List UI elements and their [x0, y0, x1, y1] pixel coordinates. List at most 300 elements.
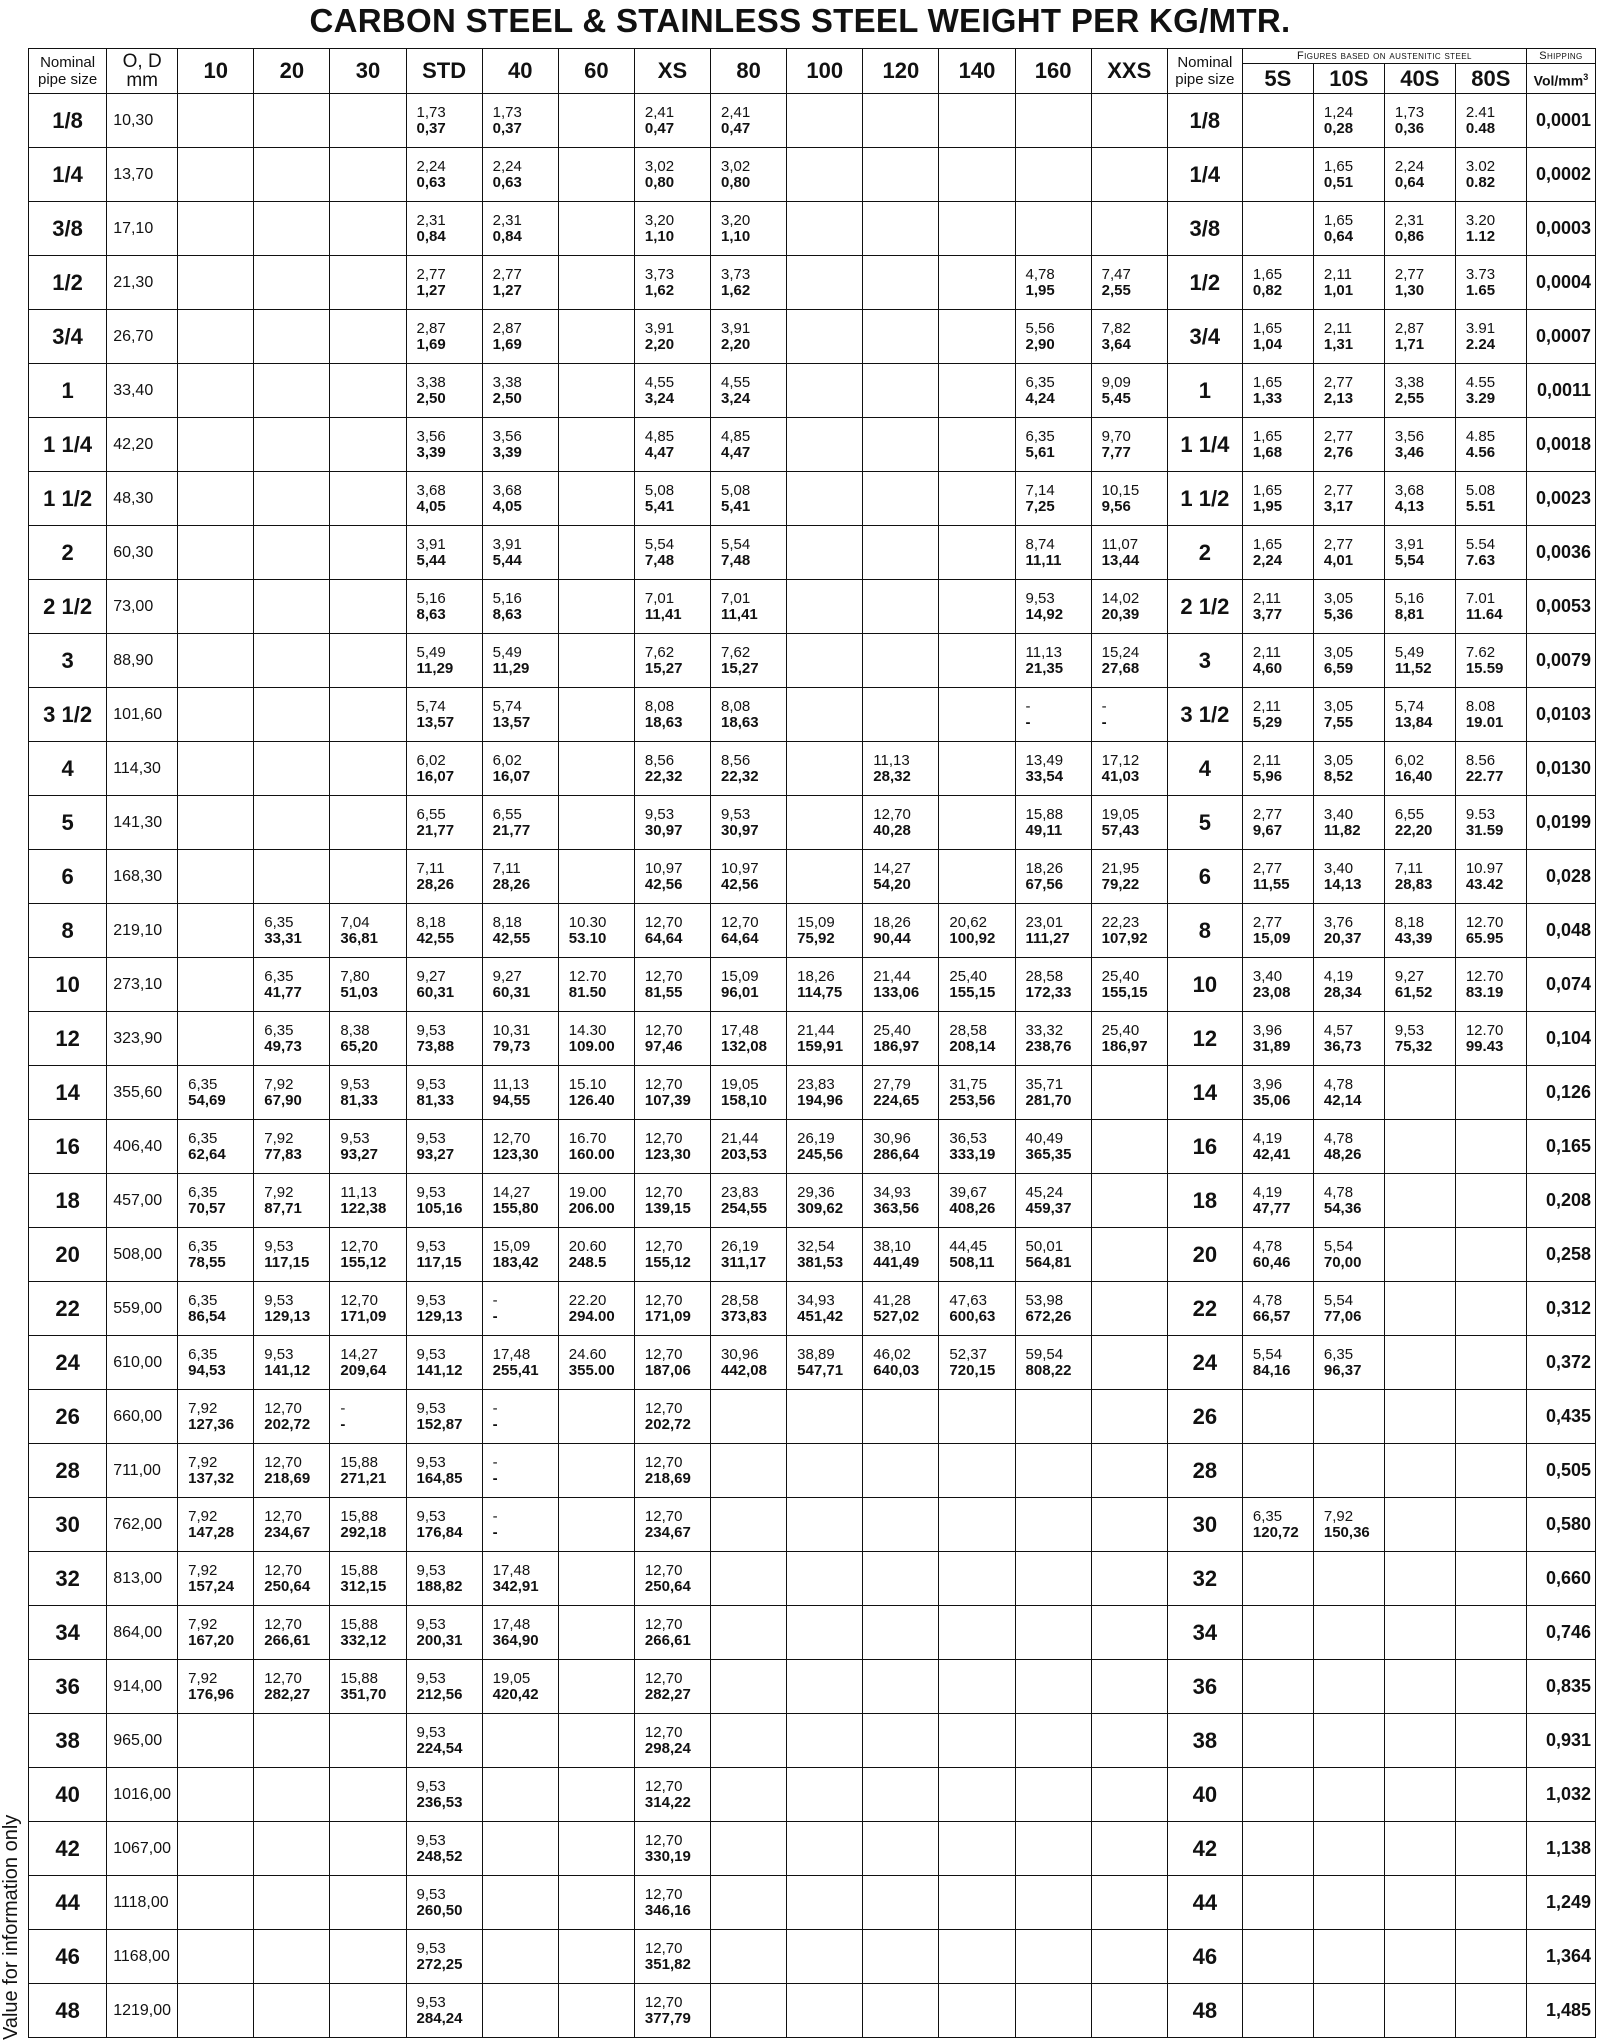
schedule-cell: [863, 1930, 939, 1984]
schedule-cell: [634, 1768, 710, 1822]
shipping-volume: 0,505: [1526, 1444, 1595, 1498]
table-row: [29, 1228, 1596, 1282]
schedule-cell: [1015, 1228, 1091, 1282]
schedule-cell: [482, 310, 558, 364]
stainless-cell: [1242, 1552, 1313, 1606]
wall-thickness: 9,70: [1101, 427, 1131, 445]
wall-thickness: 12,70: [264, 1399, 302, 1417]
weight-kg-per-m: 202,72: [264, 1415, 311, 1433]
schedule-cell: [787, 1174, 863, 1228]
schedule-cell: [406, 364, 482, 418]
wall-thickness: 4,57: [1323, 1021, 1354, 1039]
wall-thickness: 3,73: [644, 265, 675, 283]
schedule-cell: [330, 1660, 406, 1714]
wall-thickness: 9,53: [416, 1237, 446, 1255]
wall-thickness: 25,40: [873, 1021, 911, 1039]
wall-thickness: 23,83: [797, 1075, 835, 1093]
weight-kg-per-m: 16,40: [1394, 767, 1433, 785]
schedule-cell: [711, 1498, 787, 1552]
stainless-cell: [1313, 310, 1384, 364]
table-row: [29, 202, 1596, 256]
schedule-cell: [558, 472, 634, 526]
stainless-cell: [1242, 796, 1313, 850]
weight-kg-per-m: 2,76: [1323, 443, 1354, 461]
schedule-cell: [254, 1552, 330, 1606]
schedule-cell: [558, 634, 634, 688]
weight-kg-per-m: 107,39: [644, 1091, 691, 1109]
schedule-cell: [558, 688, 634, 742]
wall-thickness: 4.55: [1465, 373, 1496, 391]
nominal-size: 28: [29, 1444, 107, 1498]
weight-kg-per-m: 1,95: [1025, 281, 1055, 299]
wall-thickness: 4,78: [1025, 265, 1055, 283]
weight-kg-per-m: 93,27: [416, 1145, 455, 1163]
nominal-size-right: 14: [1167, 1066, 1242, 1120]
schedule-cell: [254, 364, 330, 418]
wall-thickness: 3,56: [1394, 427, 1425, 445]
wall-thickness: 7,11: [416, 859, 445, 877]
schedule-cell: [558, 418, 634, 472]
schedule-cell: [482, 634, 558, 688]
schedule-cell: [406, 526, 482, 580]
weight-kg-per-m: 1,10: [721, 227, 751, 245]
weight-kg-per-m: 123,30: [492, 1145, 539, 1163]
schedule-cell: [330, 1174, 406, 1228]
weight-kg-per-m: 255,41: [492, 1361, 539, 1379]
schedule-cell: [1015, 1012, 1091, 1066]
wall-thickness: 19,05: [1101, 805, 1140, 823]
stainless-cell: [1384, 1336, 1455, 1390]
schedule-cell: [178, 1768, 254, 1822]
stainless-cell: [1455, 742, 1526, 796]
nominal-size: 12: [29, 1012, 107, 1066]
stainless-cell: [1384, 850, 1455, 904]
shipping-volume: 0,126: [1526, 1066, 1595, 1120]
wall-thickness: 17,48: [721, 1021, 759, 1039]
schedule-cell: [406, 904, 482, 958]
weight-kg-per-m: 5,44: [416, 551, 446, 569]
weight-kg-per-m: 158,10: [721, 1091, 767, 1109]
nominal-size: 16: [29, 1120, 107, 1174]
weight-kg-per-m: 282,27: [264, 1685, 311, 1703]
weight-kg-per-m: 20,37: [1323, 929, 1362, 947]
wall-thickness: 9,53: [416, 1723, 446, 1741]
weight-kg-per-m: 53.10: [568, 929, 607, 947]
schedule-cell: [1091, 1552, 1167, 1606]
stainless-cell: [1455, 1660, 1526, 1714]
stainless-cell: [1455, 688, 1526, 742]
schedule-cell: [939, 1120, 1015, 1174]
weight-kg-per-m: 209,64: [340, 1361, 387, 1379]
weight-kg-per-m: 66,57: [1252, 1307, 1291, 1325]
schedule-cell: [1091, 1822, 1167, 1876]
schedule-cell: [1091, 472, 1167, 526]
wall-thickness: 5,16: [1394, 589, 1425, 607]
schedule-cell: [711, 1012, 787, 1066]
wall-thickness: 12,70: [644, 1345, 683, 1363]
schedule-cell: [634, 1660, 710, 1714]
schedule-cell: [1091, 1984, 1167, 2038]
wall-thickness: 19,05: [721, 1075, 759, 1093]
weight-kg-per-m: 31.59: [1465, 821, 1504, 839]
stainless-cell: [1455, 1066, 1526, 1120]
weight-kg-per-m: 0.48: [1465, 119, 1496, 137]
stainless-cell: [1384, 742, 1455, 796]
wall-thickness: 3,76: [1323, 913, 1354, 931]
schedule-cell: [1015, 148, 1091, 202]
weight-kg-per-m: -: [492, 1523, 498, 1541]
weight-kg-per-m: 1,69: [492, 335, 522, 353]
weight-kg-per-m: 2,55: [1394, 389, 1425, 407]
stainless-cell: [1455, 1984, 1526, 2038]
wall-thickness: 12,70: [264, 1561, 302, 1579]
schedule-cell: [178, 310, 254, 364]
wall-thickness: 3,02: [644, 157, 675, 175]
schedule-cell: [634, 1444, 710, 1498]
wall-thickness: 38,10: [873, 1237, 911, 1255]
weight-kg-per-m: 0,64: [1394, 173, 1425, 191]
weight-kg-per-m: 355.00: [568, 1361, 615, 1379]
schedule-cell: [558, 1282, 634, 1336]
schedule-cell: [939, 1174, 1015, 1228]
stainless-cell: [1313, 1984, 1384, 2038]
weight-kg-per-m: 22,20: [1394, 821, 1433, 839]
schedule-cell: [178, 1822, 254, 1876]
schedule-cell: [1015, 904, 1091, 958]
table-body: [29, 94, 1596, 2038]
schedule-cell: [482, 1390, 558, 1444]
schedule-cell: [482, 904, 558, 958]
schedule-cell: [939, 1282, 1015, 1336]
stainless-cell: [1384, 1174, 1455, 1228]
wall-thickness: 6,02: [416, 751, 446, 769]
schedule-cell: [330, 634, 406, 688]
wall-thickness: 6,55: [1394, 805, 1425, 823]
weight-kg-per-m: 75,32: [1394, 1037, 1433, 1055]
stainless-cell: [1384, 256, 1455, 310]
stainless-cell: [1384, 958, 1455, 1012]
stainless-cell: [1242, 1660, 1313, 1714]
weight-kg-per-m: 1,33: [1252, 389, 1283, 407]
weight-kg-per-m: 183,42: [492, 1253, 539, 1271]
stainless-cell: [1384, 1228, 1455, 1282]
stainless-cell: [1242, 1228, 1313, 1282]
schedule-cell: [1015, 1984, 1091, 2038]
schedule-cell: [178, 94, 254, 148]
weight-kg-per-m: 28,83: [1394, 875, 1433, 893]
stainless-cell: [1313, 634, 1384, 688]
weight-kg-per-m: 1,31: [1323, 335, 1354, 353]
weight-kg-per-m: 40,28: [873, 821, 911, 839]
wall-thickness: 1,65: [1252, 265, 1283, 283]
stainless-cell: [1242, 580, 1313, 634]
weight-kg-per-m: 377,79: [644, 2009, 691, 2027]
table-row: [29, 472, 1596, 526]
wall-thickness: 9,53: [644, 805, 675, 823]
table-row: [29, 634, 1596, 688]
table-row: [29, 94, 1596, 148]
table-row: [29, 1660, 1596, 1714]
weight-kg-per-m: 7,77: [1101, 443, 1131, 461]
stainless-cell: [1384, 1660, 1455, 1714]
stainless-cell: [1242, 1768, 1313, 1822]
schedule-cell: [1015, 526, 1091, 580]
wall-thickness: 3,91: [644, 319, 675, 337]
outside-diameter: 559,00: [107, 1282, 178, 1336]
stainless-cell: [1455, 1498, 1526, 1552]
weight-kg-per-m: 1,10: [644, 227, 675, 245]
weight-kg-per-m: 2,13: [1323, 389, 1354, 407]
stainless-cell: [1313, 742, 1384, 796]
wall-thickness: 4,78: [1252, 1237, 1283, 1255]
stainless-cell: [1384, 1930, 1455, 1984]
shipping-volume: 0,0130: [1526, 742, 1595, 796]
weight-kg-per-m: 4,47: [721, 443, 751, 461]
weight-kg-per-m: 8,63: [492, 605, 522, 623]
weight-kg-per-m: 5,61: [1025, 443, 1055, 461]
stainless-cell: [1384, 1876, 1455, 1930]
weight-kg-per-m: 284,24: [416, 2009, 463, 2027]
stainless-cell: [1455, 1390, 1526, 1444]
schedule-cell: [406, 472, 482, 526]
schedule-cell: [330, 472, 406, 526]
wall-thickness: 4,78: [1323, 1183, 1354, 1201]
weight-kg-per-m: 36,73: [1323, 1037, 1362, 1055]
weight-kg-per-m: 3,39: [416, 443, 446, 461]
stainless-cell: [1313, 1498, 1384, 1552]
wall-thickness: 7,92: [264, 1129, 294, 1147]
wall-thickness: 6,02: [492, 751, 522, 769]
outside-diameter: 42,20: [107, 418, 178, 472]
schedule-cell: [1015, 1930, 1091, 1984]
nominal-size: 32: [29, 1552, 107, 1606]
weight-kg-per-m: 0,37: [416, 119, 446, 137]
wall-thickness: 9,09: [1101, 373, 1131, 391]
weight-kg-per-m: 27,68: [1101, 659, 1140, 677]
stainless-cell: [1455, 850, 1526, 904]
wall-thickness: 21,44: [721, 1129, 759, 1147]
weight-kg-per-m: 21,35: [1025, 659, 1064, 677]
outside-diameter: 219,10: [107, 904, 178, 958]
weight-kg-per-m: 1,69: [416, 335, 446, 353]
table-row: [29, 1876, 1596, 1930]
nominal-size-right: 3/8: [1167, 202, 1242, 256]
stainless-cell: [1455, 94, 1526, 148]
stainless-cell: [1455, 1228, 1526, 1282]
schedule-cell: [558, 1228, 634, 1282]
schedule-cell: [939, 1606, 1015, 1660]
schedule-cell: [1091, 1498, 1167, 1552]
schedule-cell: [787, 526, 863, 580]
wall-thickness: 9,53: [416, 1669, 446, 1687]
wall-thickness: 9,53: [416, 1939, 446, 1957]
wall-thickness: 3,02: [721, 157, 751, 175]
schedule-cell: [178, 1876, 254, 1930]
wall-thickness: 12.70: [1465, 1021, 1504, 1039]
stainless-cell: [1455, 1120, 1526, 1174]
weight-kg-per-m: 3,24: [721, 389, 751, 407]
weight-kg-per-m: 150,36: [1323, 1523, 1370, 1541]
schedule-cell: [1091, 1660, 1167, 1714]
wall-thickness: 12,70: [340, 1291, 378, 1309]
nominal-size-right: 1/8: [1167, 94, 1242, 148]
weight-kg-per-m: 139,15: [644, 1199, 691, 1217]
schedule-cell: [711, 202, 787, 256]
weight-kg-per-m: 4,05: [492, 497, 522, 515]
schedule-cell: [1091, 796, 1167, 850]
shipping-volume: 0,0103: [1526, 688, 1595, 742]
weight-kg-per-m: 28,26: [492, 875, 531, 893]
weight-kg-per-m: 4,60: [1252, 659, 1283, 677]
outside-diameter: 168,30: [107, 850, 178, 904]
schedule-cell: [1015, 1066, 1091, 1120]
schedule-cell: [787, 958, 863, 1012]
weight-kg-per-m: 808,22: [1025, 1361, 1072, 1379]
weight-kg-per-m: 8,63: [416, 605, 446, 623]
weight-kg-per-m: 23,08: [1252, 983, 1291, 1001]
page-title: CARBON STEEL & STAINLESS STEEL WEIGHT PER KG/MTR.: [309, 2, 1291, 39]
schedule-cell: [178, 148, 254, 202]
schedule-cell: [711, 850, 787, 904]
stainless-cell: [1455, 904, 1526, 958]
schedule-cell: [178, 1120, 254, 1174]
nominal-header-line-2: pipe size: [37, 71, 98, 88]
nominal-size: 1/8: [29, 94, 107, 148]
shipping-volume: 0,0036: [1526, 526, 1595, 580]
wall-thickness: 7,92: [188, 1561, 218, 1579]
schedule-cell: [711, 1930, 787, 1984]
schedule-cell: [178, 1930, 254, 1984]
shipping-volume: 0,580: [1526, 1498, 1595, 1552]
weight-kg-per-m: 100,92: [949, 929, 996, 947]
schedule-cell: [634, 1876, 710, 1930]
schedule-cell: [1015, 1768, 1091, 1822]
weight-kg-per-m: 5,54: [1394, 551, 1425, 569]
schedule-cell: [634, 1822, 710, 1876]
schedule-cell: [939, 310, 1015, 364]
weight-kg-per-m: 248,52: [416, 1847, 463, 1865]
shipping-volume: 0,028: [1526, 850, 1595, 904]
schedule-cell: [482, 1930, 558, 1984]
weight-kg-per-m: -: [1025, 713, 1031, 731]
wall-thickness: 9,53: [416, 1561, 446, 1579]
schedule-cell: [634, 310, 710, 364]
schedule-cell: [482, 1012, 558, 1066]
outside-diameter: 273,10: [107, 958, 178, 1012]
wall-thickness: 12,70: [644, 1615, 683, 1633]
schedule-cell: [1015, 796, 1091, 850]
schedule-cell: [558, 1066, 634, 1120]
weight-kg-per-m: 22.77: [1465, 767, 1504, 785]
stainless-cell: [1242, 472, 1313, 526]
schedule-cell: [1015, 1444, 1091, 1498]
stainless-cell: [1242, 1498, 1313, 1552]
nominal-size-right: 1: [1167, 364, 1242, 418]
nominal-size: 20: [29, 1228, 107, 1282]
wall-thickness: 34,93: [873, 1183, 911, 1201]
table-row: [29, 1822, 1596, 1876]
weight-kg-per-m: 564,81: [1025, 1253, 1072, 1271]
wall-thickness: 8,56: [721, 751, 751, 769]
schedule-cell: [406, 742, 482, 796]
schedule-cell: [406, 1822, 482, 1876]
schedule-cell: [482, 526, 558, 580]
vol-header: [1526, 64, 1595, 94]
stainless-cell: [1455, 472, 1526, 526]
nominal-size: 3/4: [29, 310, 107, 364]
stainless-cell: [1242, 148, 1313, 202]
schedule-cell: [863, 472, 939, 526]
wall-thickness: 12,70: [644, 1183, 683, 1201]
weight-kg-per-m: 65.95: [1465, 929, 1504, 947]
nominal-size: 1/4: [29, 148, 107, 202]
wall-thickness: 10,97: [721, 859, 759, 877]
weight-kg-per-m: 11,52: [1394, 659, 1432, 677]
stainless-cell: [1242, 1984, 1313, 2038]
wall-thickness: 1,73: [416, 103, 446, 121]
schedule-cell: [178, 688, 254, 742]
wall-thickness: 10.97: [1465, 859, 1504, 877]
stainless-cell: [1313, 1552, 1384, 1606]
wall-thickness: 38,89: [797, 1345, 835, 1363]
weight-kg-per-m: 117,15: [416, 1253, 462, 1271]
outside-diameter: 660,00: [107, 1390, 178, 1444]
schedule-cell: [634, 1282, 710, 1336]
nominal-size: 1/2: [29, 256, 107, 310]
schedule-cell: [178, 418, 254, 472]
wall-thickness: 12.70: [568, 967, 607, 985]
schedule-cell: [178, 904, 254, 958]
wall-thickness: 3,20: [721, 211, 751, 229]
wall-thickness: 12,70: [264, 1507, 302, 1525]
schedule-cell: [634, 1120, 710, 1174]
schedule-cell: [178, 742, 254, 796]
weight-kg-per-m: 42,55: [492, 929, 531, 947]
schedule-cell: [254, 688, 330, 742]
schedule-cell: [863, 1876, 939, 1930]
nominal-size-right: 1 1/4: [1167, 418, 1242, 472]
schedule-cell: [939, 1822, 1015, 1876]
schedule-cell: [863, 148, 939, 202]
nominal-size: 26: [29, 1390, 107, 1444]
schedule-cell: [254, 904, 330, 958]
wall-thickness: 59,54: [1025, 1345, 1064, 1363]
wall-thickness: 15,09: [492, 1237, 531, 1255]
weight-kg-per-m: 2,20: [644, 335, 675, 353]
stainless-cell: [1313, 958, 1384, 1012]
schedule-cell: [863, 418, 939, 472]
weight-kg-per-m: 64,64: [644, 929, 683, 947]
schedule-cell: [558, 1012, 634, 1066]
weight-kg-per-m: 547,71: [797, 1361, 844, 1379]
outside-diameter: 13,70: [107, 148, 178, 202]
weight-kg-per-m: 2,50: [492, 389, 522, 407]
wall-thickness: 7,92: [1323, 1507, 1354, 1525]
schedule-cell: [1091, 1282, 1167, 1336]
schedule-cell: [558, 1660, 634, 1714]
schedule-cell: [863, 310, 939, 364]
table-row: [29, 904, 1596, 958]
schedule-cell: [482, 148, 558, 202]
outside-diameter: 1118,00: [107, 1876, 178, 1930]
schedule-cell: [406, 634, 482, 688]
stainless-cell: [1242, 526, 1313, 580]
schedule-cell: [406, 1930, 482, 1984]
outside-diameter: 406,40: [107, 1120, 178, 1174]
stainless-cell: [1242, 1876, 1313, 1930]
weight-kg-per-m: 2,24: [1252, 551, 1283, 569]
schedule-cell: [939, 1336, 1015, 1390]
